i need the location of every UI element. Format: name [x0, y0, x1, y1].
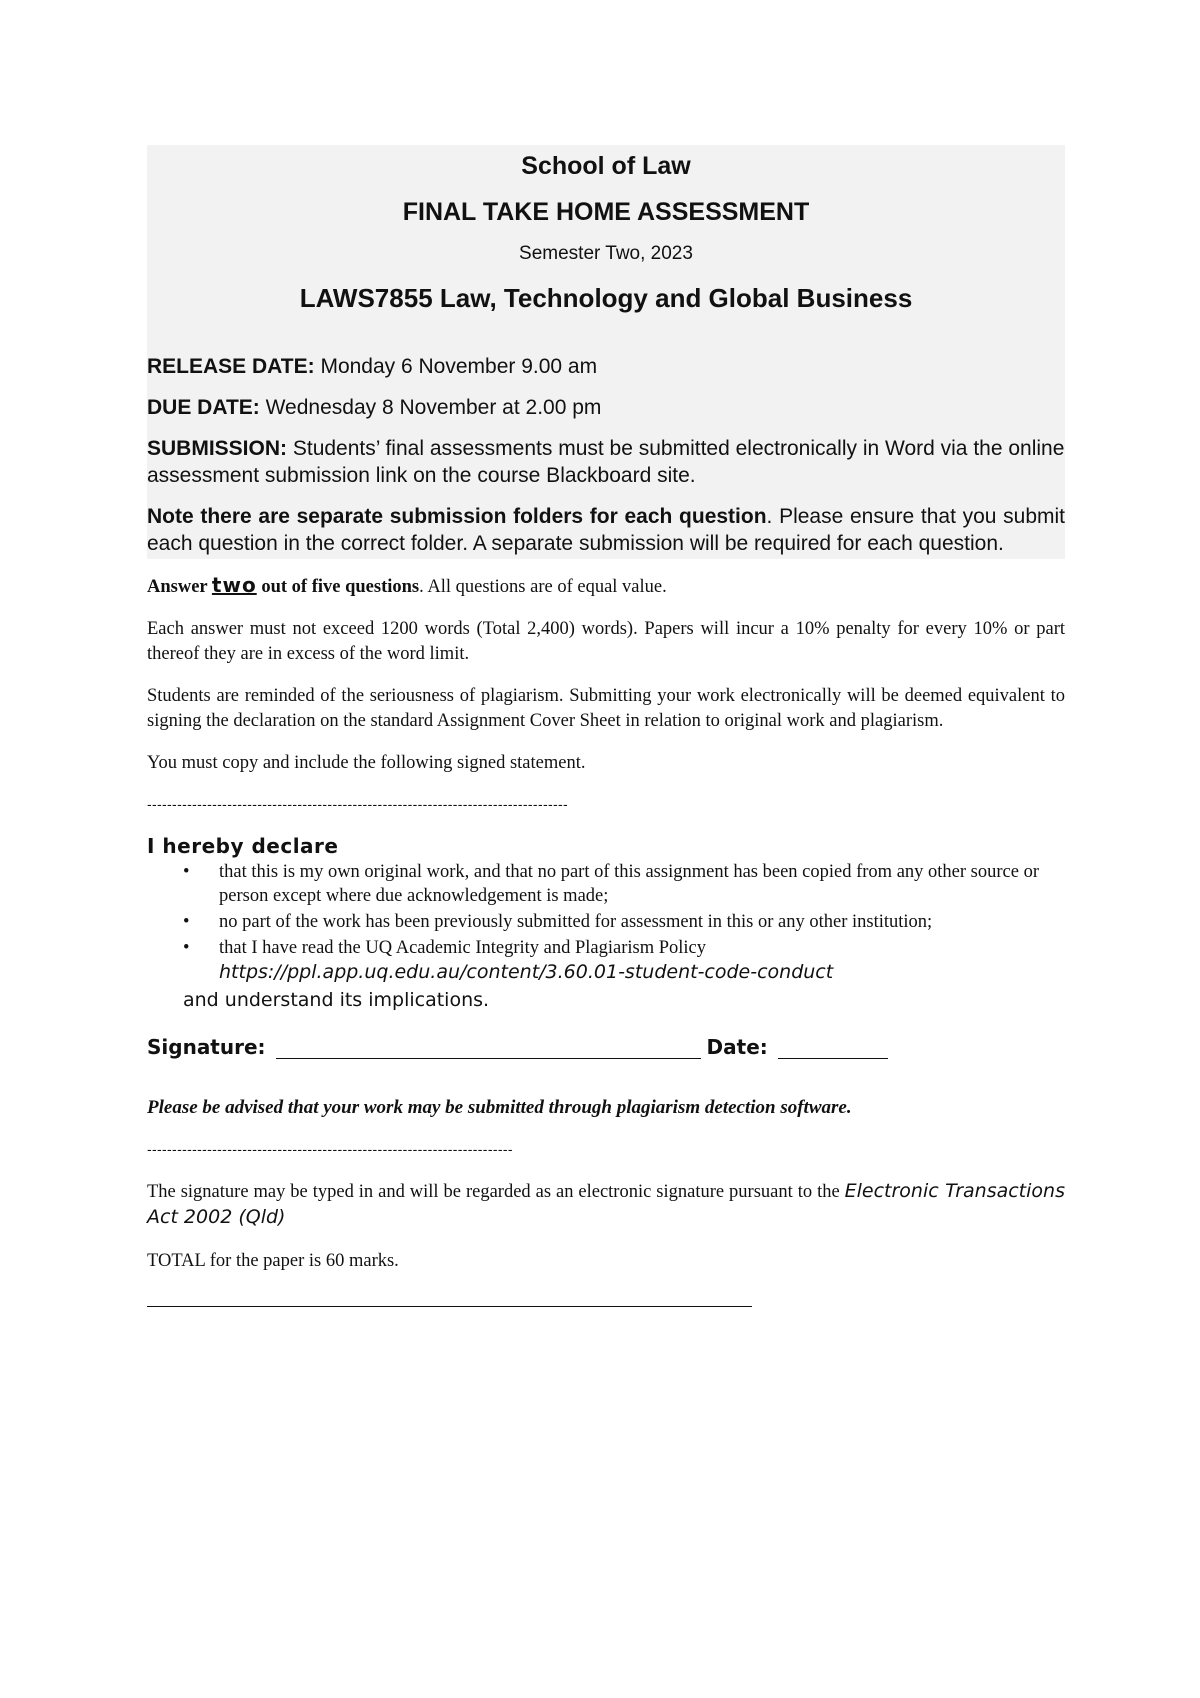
word-limit-text: Each answer must not exceed 1200 words (Total 2,400) words). Papers will incur a 10% penalty for every 10% or part thereof they are in excess of the word limit.: [147, 619, 1065, 664]
date-line: [778, 1036, 888, 1059]
copy-statement-text: You must copy and include the following signed statement.: [147, 753, 586, 773]
declaration-item: • that I have read the UQ Academic Integrity and Plagiarism Policy https://ppl.app.uq.edu.au/content/3.60.01-student-code-conduct: [183, 938, 834, 983]
separator-short: -------------------------------------------------------------------------: [147, 1141, 513, 1157]
answer-instruction: Answer two out of five questions. All questions are of equal value.: [147, 573, 667, 597]
declaration-heading: I hereby declare: [147, 834, 339, 858]
course-title: LAWS7855 Law, Technology and Global Business: [299, 283, 913, 313]
semester-label: Semester Two, 2023: [519, 243, 693, 264]
act-name: Electronic Transactions Act 2002 (Qld): [147, 1180, 1065, 1228]
bullet-icon: •: [183, 862, 190, 882]
submission-info: SUBMISSION: Students’ final assessments must be submitted electronically in Word via the online assessment submission link on the course Blackboard site.: [147, 437, 1065, 487]
signature-row: [147, 1035, 1065, 1059]
answer-count: two: [211, 573, 257, 597]
declaration-item: • no part of the work has been previously submitted for assessment in this or any other institution;: [183, 912, 933, 932]
declaration-item: • that this is my own original work, and that no part of this assignment has been copied from any other source or person except where due acknowledgement is made;: [183, 862, 1039, 906]
submission-note: Note there are separate submission folders for each question. Please ensure that you submit each question in the correct folder. A separate submission will be required for each question.: [147, 505, 1066, 555]
release-date: RELEASE DATE: Monday 6 November 9.00 am: [147, 355, 598, 378]
separator-long: ------------------------------------------------------------------------------------: [147, 796, 569, 812]
plagiarism-advice: Please be advised that your work may be submitted through plagiarism detection software.: [147, 1097, 852, 1118]
esignature-text: The signature may be typed in and will be regarded as an electronic signature pursuant to the Electronic Transactions Act 2002 (Qld): [147, 1180, 1065, 1228]
policy-link[interactable]: https://ppl.app.uq.edu.au/content/3.60.01-student-code-conduct: [219, 961, 834, 983]
total-marks: TOTAL for the paper is 60 marks.: [147, 1251, 399, 1271]
cover-panel: [147, 145, 1065, 559]
declaration-list: [147, 860, 1065, 985]
assessment-title: FINAL TAKE HOME ASSESSMENT: [402, 198, 810, 226]
bullet-icon: •: [183, 912, 190, 932]
due-date: DUE DATE: Wednesday 8 November at 2.00 pm: [147, 396, 602, 419]
bottom-rule: [147, 1306, 752, 1307]
date-label: Date:: [706, 1035, 768, 1059]
signature-label: Signature:: [147, 1035, 266, 1059]
signature-line: [276, 1036, 701, 1059]
bullet-icon: •: [183, 938, 190, 958]
plagiarism-text: Students are reminded of the seriousness of plagiarism. Submitting your work electronically will be deemed equivalent to signing the declaration on the standard Assignment Cover Sheet in relation to original work and plagiarism.: [147, 686, 1065, 731]
assessment-page: [147, 145, 1065, 1307]
school-title: School of Law: [521, 152, 691, 180]
understand-text: and understand its implications.: [183, 989, 490, 1011]
